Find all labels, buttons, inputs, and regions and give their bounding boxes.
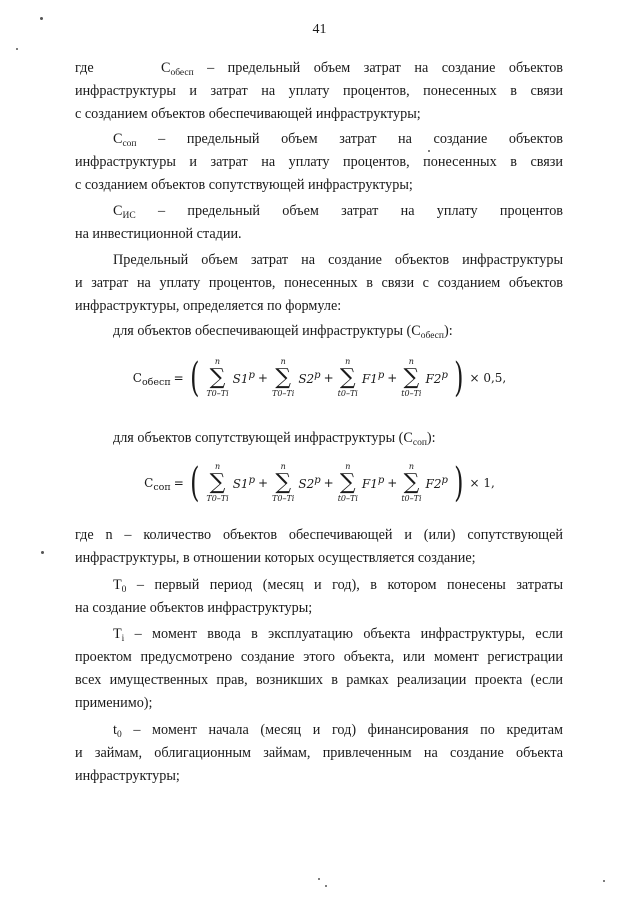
scan-speck: [16, 48, 18, 50]
plus-sign: +: [323, 371, 334, 385]
sum-symbol: n ∑ t0–Ti: [337, 462, 358, 503]
sum-symbol: n ∑ T0–Ti: [272, 462, 295, 503]
text-line: инфраструктуры и затрат на уплату процентов, понесенных в связи: [75, 83, 563, 99]
right-paren: ): [454, 460, 464, 506]
equals-sign: =: [173, 476, 184, 490]
text-line: инфраструктуры и затрат на уплату процентов, понесенных в связи: [75, 154, 563, 170]
definition-c-sop: [75, 128, 563, 197]
right-paren: ): [453, 355, 464, 401]
term-f1: F1$^p$: [361, 370, 385, 386]
plus-sign: +: [323, 476, 334, 490]
formula-multiplier: × 1,: [469, 476, 495, 490]
scan-speck: [603, 880, 605, 882]
term-s1: S1$^p$: [232, 475, 255, 491]
text-line: и затрат на уплату процентов, понесенных в связи с созданием объектов: [75, 275, 563, 291]
text-line: для объектов обеспечивающей инфраструктуры $(С_{обесп})$:: [113, 323, 453, 341]
text-line: $t_0$ – момент начала (месяц и год) финансирования по кредитам: [113, 722, 563, 740]
definition-t0-lower: [75, 719, 563, 788]
scan-speck: [41, 551, 44, 554]
text-line: $T_0$ – первый период (месяц и год), в котором понесены затраты: [113, 577, 563, 595]
formula-multiplier: × 0,5,: [469, 371, 507, 385]
text-line: применимо);: [75, 695, 153, 711]
term-f2: F2$^p$: [425, 475, 448, 491]
scan-speck: [428, 150, 430, 152]
text-line: где n – количество объектов обеспечивающей и (или) сопутствующей: [75, 527, 563, 543]
term-s2: S2$^p$: [298, 370, 321, 386]
sum-symbol: n ∑ T0–Ti: [206, 462, 229, 503]
text-line: $С_{ИС}$ – предельный объем затрат на уплату процентов: [113, 203, 563, 221]
text-line: $T_i$ – момент ввода в эксплуатацию объекта инфраструктуры, если: [113, 626, 563, 644]
text-line: проектом предусмотрено создание этого объекта, или момент регистрации: [75, 649, 563, 665]
plus-sign: +: [387, 371, 398, 385]
definition-n: [75, 524, 563, 570]
sum-symbol: n ∑ T0–Ti: [206, 357, 229, 398]
sum-symbol: n ∑ t0–Ti: [401, 357, 422, 398]
plus-sign: +: [387, 476, 398, 490]
text-line: на инвестиционной стадии.: [75, 226, 242, 242]
text-line: Предельный объем затрат на создание объектов инфраструктуры: [113, 252, 563, 268]
text-line: с созданием объектов обеспечивающей инфраструктуры;: [75, 106, 421, 122]
sum-symbol: n ∑ t0–Ti: [401, 462, 422, 503]
term-f2: F2$^p$: [425, 370, 448, 386]
sum-symbol: n ∑ T0–Ti: [271, 357, 295, 398]
plus-sign: +: [257, 371, 268, 385]
definition-c-is: [75, 200, 563, 246]
formula-lhs: $С_{обесп}$: [132, 371, 171, 388]
label-sop: [75, 427, 563, 450]
scan-speck: [40, 17, 43, 20]
text-line: и займам, облигационным займам, привлеченным на создание объекта: [75, 745, 563, 761]
text-line: где $С_{обесп}$ – предельный объем затрат на создание объектов: [75, 60, 564, 78]
left-paren: (: [189, 355, 200, 401]
text-line: инфраструктуры, в отношении которых осуществляется создание;: [75, 550, 476, 566]
term-f1: F1$^p$: [361, 475, 385, 491]
formula-obesp: [0, 357, 639, 399]
text-line: всех имущественных прав, возникших в рамках реализации проекта (если: [75, 672, 563, 688]
definition-c-obesp: [75, 57, 563, 126]
definition-t0: [75, 574, 563, 620]
scan-speck: [325, 885, 327, 887]
text-line: инфраструктуры, определяется по формуле:: [75, 298, 342, 314]
label-obesp: [75, 320, 563, 343]
scan-speck: [318, 878, 320, 880]
sum-symbol: n ∑ t0–Ti: [337, 357, 358, 398]
text-line: с созданием объектов сопутствующей инфраструктуры;: [75, 177, 413, 193]
page-number: 41: [312, 22, 327, 37]
text-line: $С_{соп}$ – предельный объем затрат на создание объектов: [113, 131, 563, 149]
term-s1: S1$^p$: [232, 370, 255, 386]
equals-sign: =: [173, 371, 184, 385]
plus-sign: +: [257, 476, 269, 490]
left-paren: (: [189, 460, 200, 506]
text-line: для объектов сопутствующей инфраструктуры $(С_{соп})$:: [113, 430, 436, 448]
formula-sop: [0, 462, 639, 504]
text-line: на создание объектов инфраструктуры;: [75, 600, 313, 616]
intro-paragraph: [75, 249, 563, 318]
definition-ti: [75, 623, 563, 715]
text-line: инфраструктуры;: [75, 768, 180, 784]
formula-lhs: $С_{соп}$: [144, 476, 171, 493]
term-s2: S2$^p$: [298, 475, 321, 491]
